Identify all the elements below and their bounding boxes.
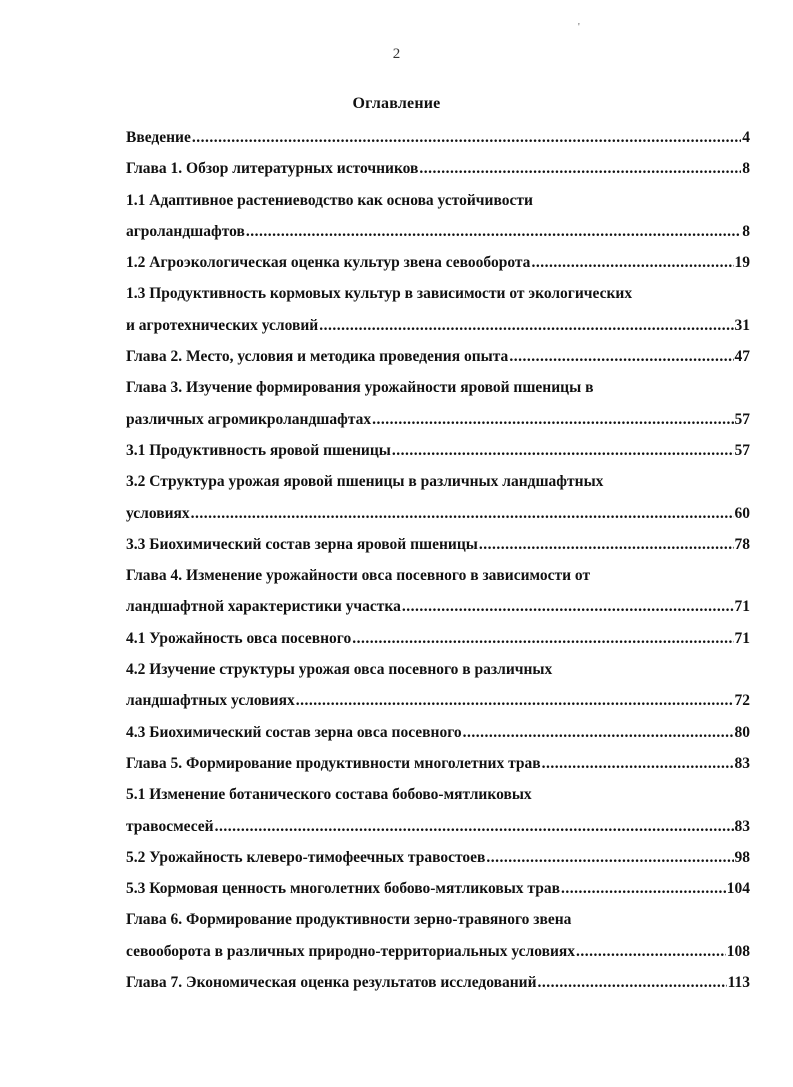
toc-entry-text-line: Глава 6. Формирование продуктивности зерно-травяного звена	[126, 911, 572, 929]
toc-entry-title: агроландшафтов	[126, 222, 245, 240]
dot-leader	[479, 529, 734, 560]
toc-entry-title: 5.3 Кормовая ценность многолетних бобово-мятликовых трав	[126, 880, 560, 898]
dot-leader	[392, 435, 734, 466]
dot-leader	[372, 404, 733, 435]
toc-entry-text-line: Глава 3. Изучение формирования урожайности яровой пшеницы в	[126, 379, 594, 397]
toc-entry-title: 4.3 Биохимический состав зерна овса посевного	[126, 723, 462, 741]
toc-entry-row	[126, 247, 750, 278]
toc-page-number: 83	[734, 754, 750, 772]
toc-entry-row	[126, 717, 750, 748]
dot-leader	[319, 310, 733, 341]
toc-page-number: 98	[734, 848, 750, 866]
toc-entry-title: Глава 2. Место, условия и методика проведения опыта	[126, 348, 509, 366]
dot-leader	[531, 247, 733, 278]
dot-leader	[486, 842, 733, 873]
toc-entry[interactable]	[126, 153, 750, 184]
dot-leader	[191, 498, 734, 529]
toc-entry-row	[126, 842, 750, 873]
toc-page-number: 113	[727, 974, 750, 992]
dot-leader	[296, 685, 734, 716]
toc-entry[interactable]	[126, 623, 750, 654]
toc-entry-text-line: 5.1 Изменение ботанического состава бобово-мятликовых	[126, 786, 532, 804]
dot-leader	[246, 216, 741, 247]
toc-entry-row	[126, 748, 750, 779]
toc-page-number: 19	[734, 254, 750, 272]
toc-entry[interactable]	[126, 278, 750, 341]
toc-entry-row	[126, 122, 750, 153]
toc-entry-title: 3.3 Биохимический состав зерна яровой пшеницы	[126, 535, 478, 553]
toc-entry-text-line: 3.2 Структура урожая яровой пшеницы в различных ландшафтных	[126, 473, 604, 491]
toc-entry-row	[126, 685, 750, 716]
toc-entry-text-line: Глава 4. Изменение урожайности овса посевного в зависимости от	[126, 567, 591, 585]
toc-entry[interactable]	[126, 372, 750, 435]
toc-entry-title: Глава 5. Формирование продуктивности многолетних трав	[126, 754, 541, 772]
toc-page-number: 57	[734, 441, 750, 459]
toc-page-number: 31	[734, 316, 750, 334]
toc-entry-text-line: 4.2 Изучение структуры урожая овса посевного в различных	[126, 661, 553, 679]
toc-page-number: 71	[734, 598, 750, 616]
toc-entry[interactable]	[126, 122, 750, 153]
toc-entry[interactable]	[126, 185, 750, 248]
toc-entry-title: 1.2 Агроэкологическая оценка культур звена севооборота	[126, 254, 531, 272]
toc-title: Оглавление	[352, 95, 441, 112]
dot-leader	[192, 122, 741, 153]
toc-entry[interactable]	[126, 654, 750, 717]
toc-entry-title: и агротехнических условий	[126, 316, 319, 334]
toc-entry[interactable]	[126, 904, 750, 967]
toc-entry-row	[126, 341, 750, 372]
table-of-contents	[126, 122, 750, 998]
toc-entry-title: Глава 7. Экономическая оценка результатов исследований	[126, 974, 537, 992]
dot-leader	[215, 811, 734, 842]
toc-page-number: 108	[726, 942, 750, 960]
toc-entry-title: травосмесей	[126, 817, 214, 835]
toc-entry[interactable]	[126, 247, 750, 278]
toc-page-number: 71	[734, 629, 750, 647]
toc-entry[interactable]	[126, 466, 750, 529]
toc-entry-title: условиях	[126, 504, 190, 522]
toc-entry[interactable]	[126, 341, 750, 372]
dot-leader	[561, 873, 726, 904]
toc-page-number: 4	[742, 129, 750, 146]
toc-page-number: 80	[734, 723, 750, 741]
dot-leader	[538, 967, 727, 998]
toc-entry-title: различных агромикроландшафтах	[126, 410, 372, 428]
toc-page-number: 60	[734, 504, 750, 522]
toc-entry-row	[126, 153, 750, 184]
dot-leader	[402, 591, 734, 622]
dot-leader	[542, 748, 734, 779]
toc-page-number: 104	[726, 880, 750, 898]
toc-entry-row	[126, 936, 750, 967]
toc-entry-row	[126, 623, 750, 654]
toc-entry[interactable]	[126, 560, 750, 623]
toc-entry-row	[126, 435, 750, 466]
toc-entry-title: ландшафтных условиях	[126, 692, 295, 710]
toc-entry-row	[126, 967, 750, 998]
toc-entry-text-line: 1.1 Адаптивное растениеводство как основа устойчивости	[126, 191, 533, 209]
toc-page-number: 8	[742, 160, 750, 178]
toc-entry[interactable]	[126, 873, 750, 904]
page-number: 2	[392, 46, 401, 62]
toc-entry-title: Глава 1. Обзор литературных источников	[126, 160, 419, 178]
toc-entry[interactable]	[126, 748, 750, 779]
dot-leader	[509, 341, 733, 372]
toc-entry[interactable]	[126, 435, 750, 466]
toc-entry-title: 5.2 Урожайность клеверо-тимофеечных травостоев	[126, 848, 486, 866]
toc-entry-row	[126, 591, 750, 622]
scan-mark: '	[578, 22, 580, 33]
toc-entry-title: Введение	[126, 129, 191, 146]
toc-entry[interactable]	[126, 967, 750, 998]
toc-entry-row	[126, 404, 750, 435]
toc-entry-row	[126, 811, 750, 842]
toc-entry-title: 4.1 Урожайность овса посевного	[126, 629, 352, 647]
toc-entry-row	[126, 216, 750, 247]
dot-leader	[576, 936, 726, 967]
toc-entry[interactable]	[126, 717, 750, 748]
toc-entry-row	[126, 873, 750, 904]
toc-page-number: 83	[734, 817, 750, 835]
toc-entry-row	[126, 529, 750, 560]
toc-entry-row	[126, 310, 750, 341]
toc-page-number: 78	[734, 535, 750, 553]
toc-entry-title: 3.1 Продуктивность яровой пшеницы	[126, 441, 391, 459]
toc-entry-title: севооборота в различных природно-территориальных условиях	[126, 942, 576, 960]
toc-entry-text-line: 1.3 Продуктивность кормовых культур в зависимости от экологических	[126, 285, 633, 303]
toc-entry[interactable]	[126, 842, 750, 873]
dot-leader	[463, 717, 734, 748]
toc-entry[interactable]	[126, 779, 750, 842]
toc-page-number: 57	[734, 410, 750, 428]
toc-entry-row	[126, 498, 750, 529]
dot-leader	[419, 153, 741, 184]
toc-entry[interactable]	[126, 529, 750, 560]
toc-page-number: 72	[734, 692, 750, 710]
dot-leader	[352, 623, 733, 654]
toc-page-number: 8	[742, 222, 750, 240]
toc-entry-title: ландшафтной характеристики участка	[126, 598, 401, 616]
toc-page-number: 47	[734, 348, 750, 366]
